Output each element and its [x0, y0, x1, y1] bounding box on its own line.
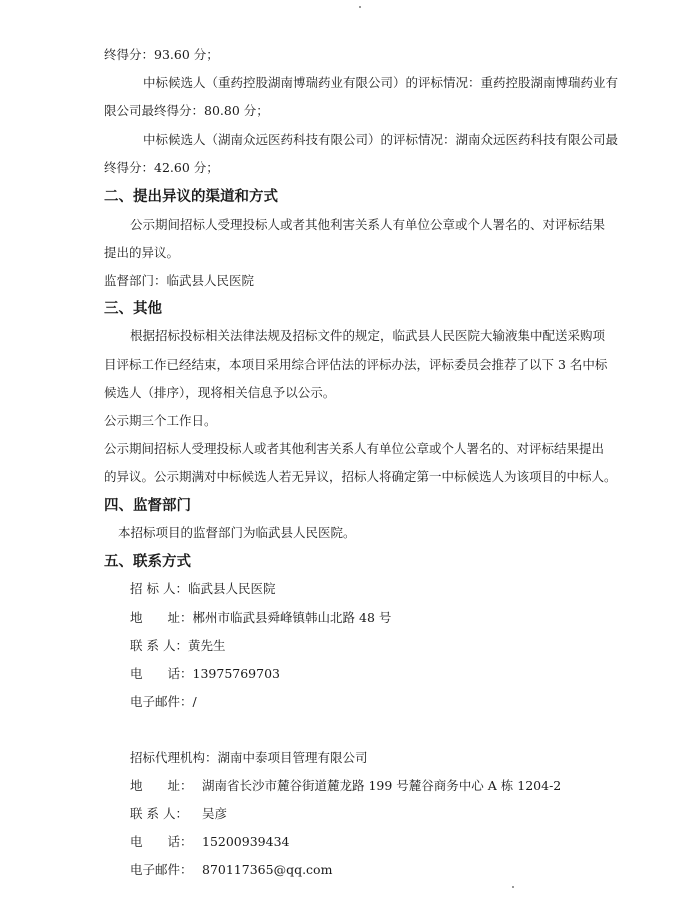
agency-name-row — [130, 749, 368, 767]
candidate-2-line: 中标候选人（重药控股湖南博瑞药业有限公司）的评标情况：重药控股湖南博瑞药业有 — [143, 75, 619, 90]
tenderer-phone-value: 13975769703 — [192, 666, 280, 681]
agency-phone-value: 15200939434 — [202, 834, 290, 849]
score-line-2: 限公司最终得分：80.80 分； — [104, 103, 269, 118]
tenderer-contact-row — [130, 637, 225, 655]
supervision-department-line: 本招标项目的监督部门为临武县人民医院。 — [118, 525, 356, 540]
other-paragraph-line-3: 候选人（排序），现将相关信息予以公示。 — [104, 385, 336, 400]
tenderer-name-row — [130, 580, 275, 598]
tenderer-address-label: 地 址： — [130, 610, 193, 625]
publicity-paragraph-line-2: 的异议。公示期满对中标候选人若无异议，招标人将确定第一中标候选人为该项目的中标人。 — [104, 469, 617, 484]
agency-contact-row — [130, 805, 227, 823]
tenderer-name-label: 招 标 人： — [130, 581, 188, 596]
tenderer-address-row — [130, 609, 391, 627]
agency-email-label: 电子邮件： — [130, 862, 193, 877]
section-3-heading: 三、其他 — [104, 301, 162, 317]
agency-name-value: 湖南中泰项目管理有限公司 — [217, 750, 368, 765]
section-5-heading: 五、联系方式 — [104, 554, 191, 570]
agency-email-value: 870117365@qq.com — [202, 862, 333, 877]
other-paragraph-line-1: 根据招标投标相关法律法规及招标文件的规定，临武县人民医院大输液集中配送采购项 — [130, 328, 606, 343]
tenderer-name-value: 临武县人民医院 — [187, 581, 276, 596]
agency-contact-value: 吴彦 — [202, 806, 228, 821]
objection-paragraph-line-1: 公示期间招标人受理投标人或者其他利害关系人有单位公章或个人署名的、对评标结果 — [130, 217, 606, 232]
other-paragraph-line-2: 目评标工作已经结束，本项目采用综合评估法的评标办法，评标委员会推荐了以下 3 名中标 — [104, 357, 608, 372]
agency-contact-label: 联 系 人： — [130, 806, 188, 821]
tenderer-contact-label: 联 系 人： — [130, 638, 188, 653]
agency-name-label: 招标代理机构： — [130, 750, 218, 765]
agency-address-row — [130, 777, 561, 795]
tenderer-contact-value: 黄先生 — [187, 638, 226, 653]
tenderer-address-value: 郴州市临武县舜峰镇韩山北路 48 号 — [192, 610, 392, 625]
agency-phone-label: 电 话： — [130, 834, 193, 849]
supervision-line: 监督部门：临武县人民医院 — [104, 273, 255, 288]
candidate-3-line: 中标候选人（湖南众远医药科技有限公司）的评标情况：湖南众远医药科技有限公司最 — [143, 132, 619, 147]
score-line-3: 终得分：42.60 分； — [104, 160, 219, 175]
publicity-period-line: 公示期三个工作日。 — [104, 413, 217, 428]
tenderer-phone-label: 电 话： — [130, 666, 193, 681]
agency-email-row — [130, 861, 332, 879]
agency-phone-row — [130, 833, 289, 851]
tenderer-phone-row — [130, 665, 280, 683]
tenderer-email-value: / — [192, 694, 197, 709]
scan-speck — [359, 6, 361, 8]
section-4-heading: 四、监督部门 — [104, 498, 191, 514]
agency-address-label: 地 址： — [130, 778, 193, 793]
tenderer-email-row — [130, 693, 197, 711]
score-line-1: 终得分：93.60 分； — [104, 47, 219, 62]
scan-speck — [512, 886, 514, 888]
section-2-heading: 二、提出异议的渠道和方式 — [104, 189, 278, 205]
objection-paragraph-line-2: 提出的异议。 — [104, 245, 180, 260]
tenderer-email-label: 电子邮件： — [130, 694, 193, 709]
publicity-paragraph-line-1: 公示期间招标人受理投标人或者其他利害关系人有单位公章或个人署名的、对评标结果提出 — [104, 441, 605, 456]
agency-address-value: 湖南省长沙市麓谷街道麓龙路 199 号麓谷商务中心 A 栋 1204-2 — [202, 778, 562, 793]
